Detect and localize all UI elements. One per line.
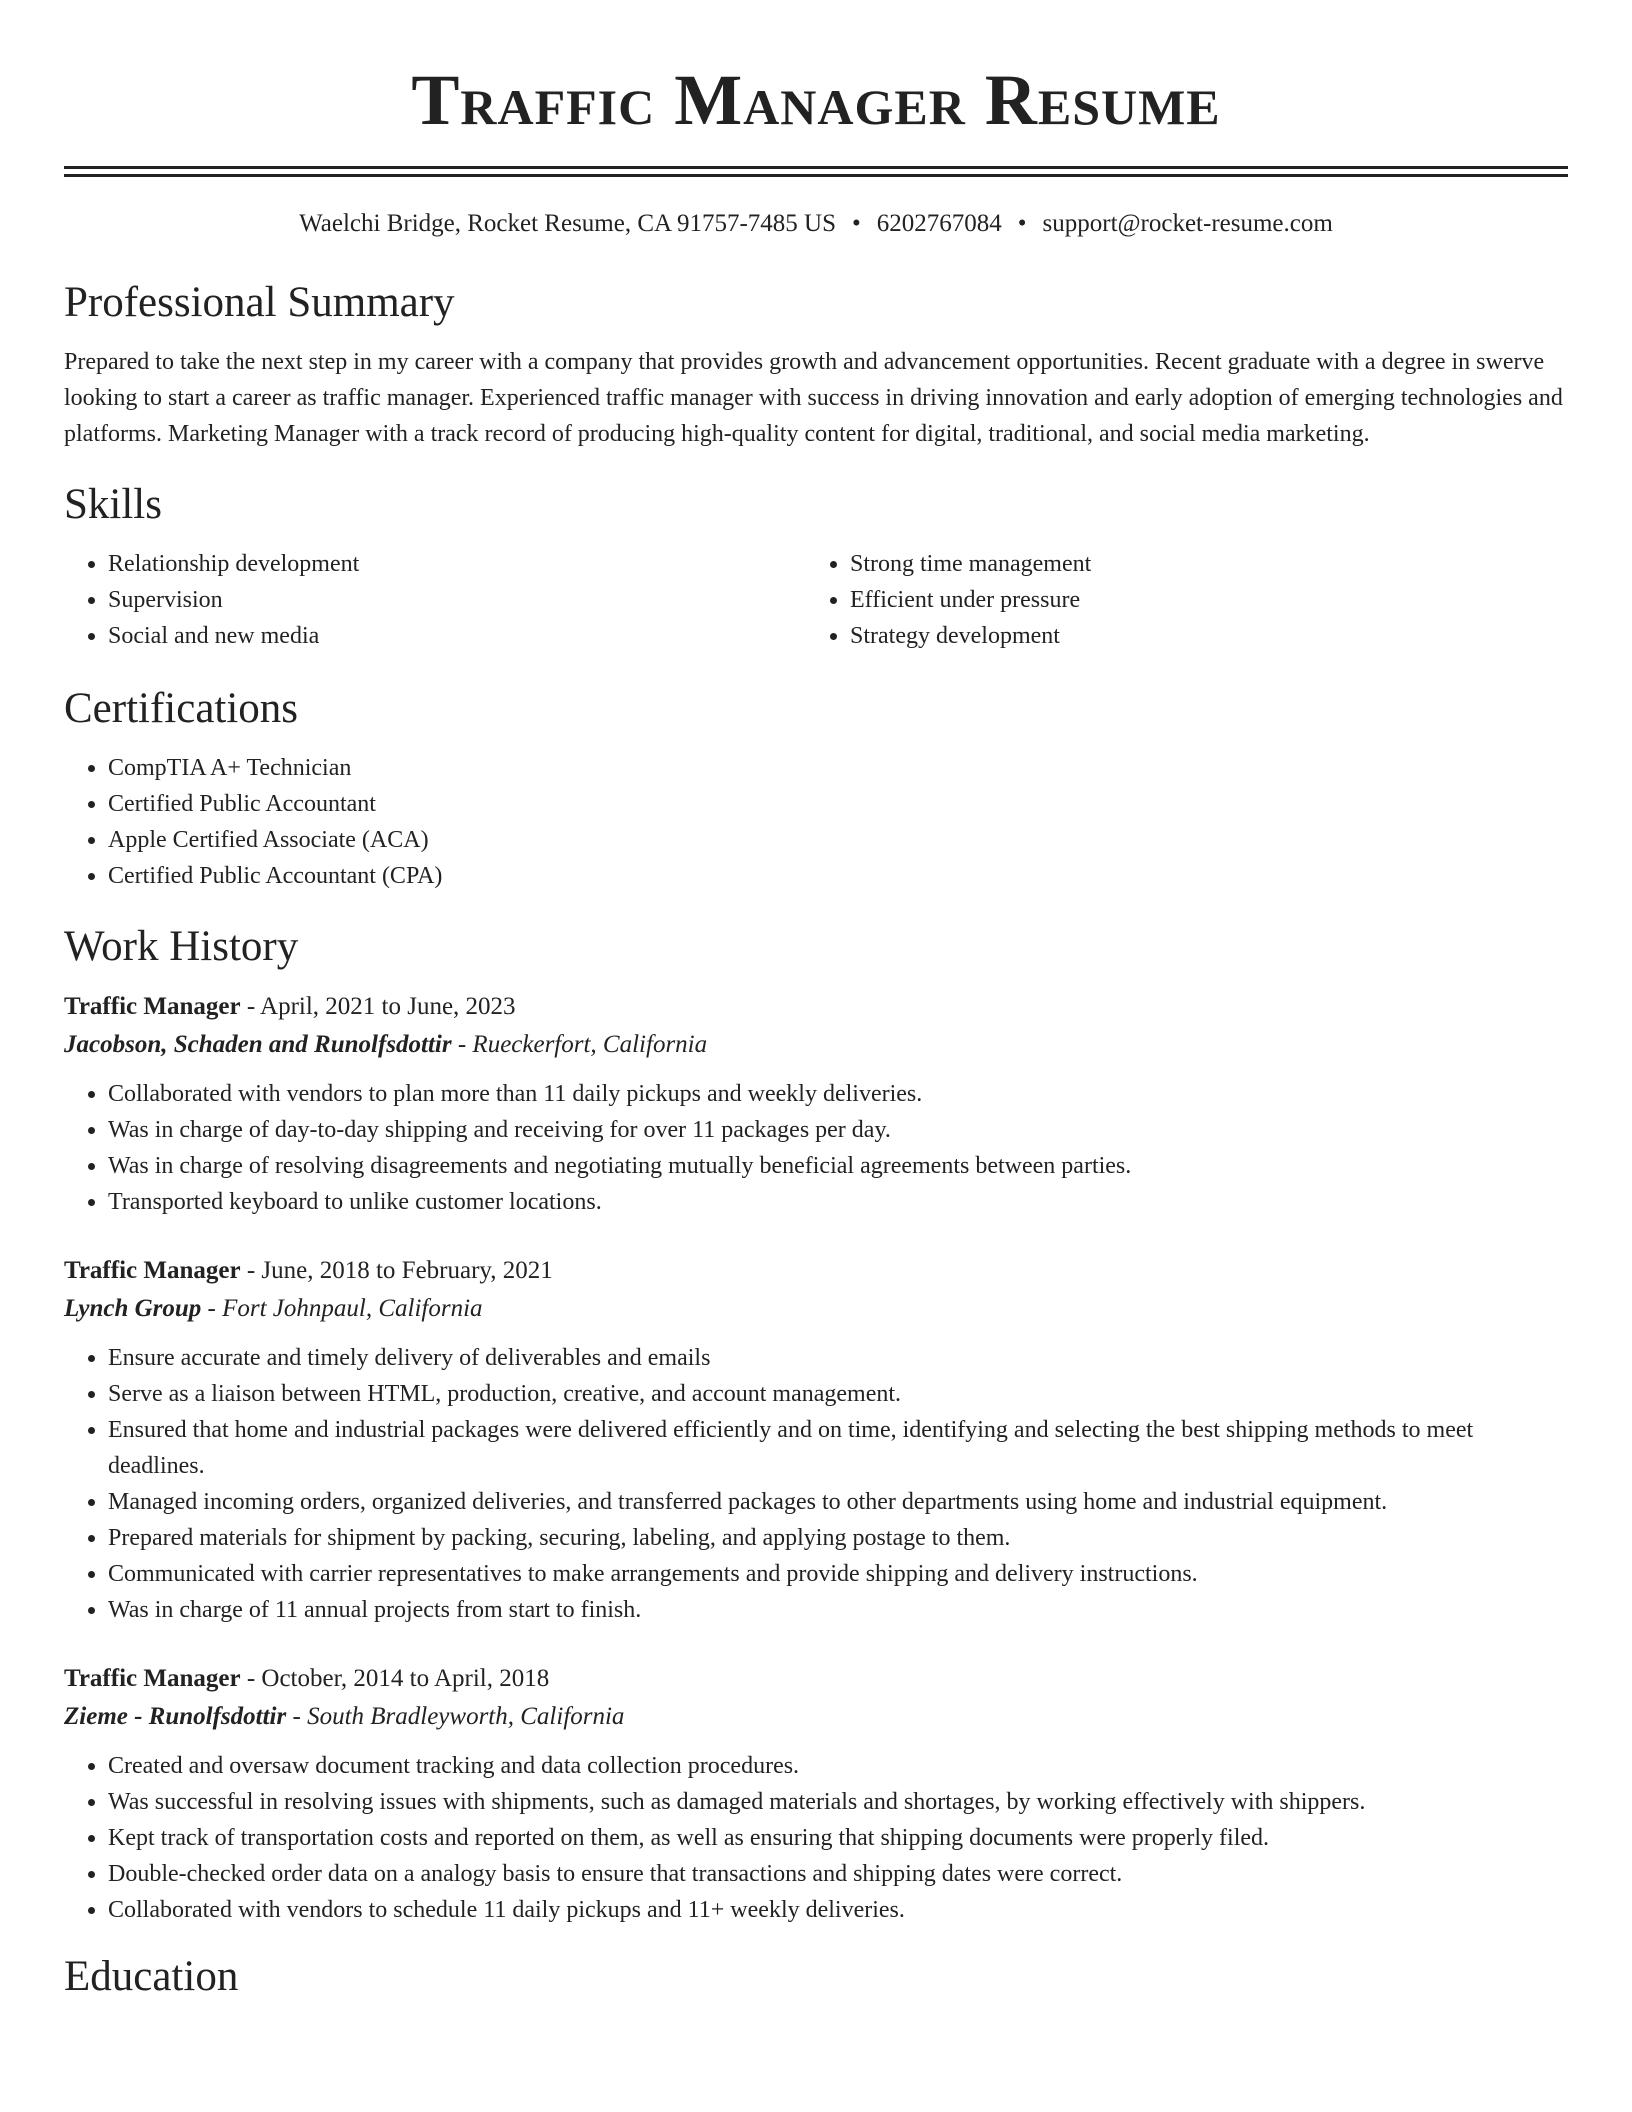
job-dash: - <box>240 993 261 1020</box>
duty-item: • Kept track of transportation costs and reported on them, as well as ensuring that shipping documents were properly filed. <box>108 1820 1568 1856</box>
job-location: Rueckerfort, California <box>472 1031 708 1058</box>
skill-item: • Efficient under pressure <box>850 582 1548 618</box>
job-dash: - <box>201 1295 223 1322</box>
job-dash: - <box>240 1257 262 1284</box>
job-role: Traffic Manager <box>64 1257 241 1284</box>
job-duties-list <box>64 1340 1568 1628</box>
job-company: Jacobson, Schaden and Runolfsdottir <box>64 1031 452 1058</box>
summary-heading: Professional Summary <box>64 279 455 326</box>
job-location: South Bradleyworth, California <box>307 1703 625 1730</box>
job-header <box>64 988 1568 1026</box>
job-role: Traffic Manager <box>64 1665 241 1692</box>
work-history-heading: Work History <box>64 923 299 970</box>
certifications-heading: Certifications <box>64 685 299 732</box>
duty-item: • Ensure accurate and timely delivery of deliverables and emails <box>108 1340 1568 1376</box>
job-dates: April, 2021 to June, 2023 <box>260 993 516 1020</box>
job-organization <box>64 1698 1568 1736</box>
duty-item: • Transported keyboard to unlike customer locations. <box>108 1184 1568 1220</box>
title-divider <box>64 166 1568 177</box>
duty-item: • Ensured that home and industrial packages were delivered efficiently and on time, identifying and selecting the best shipping methods to meet deadlines. <box>108 1412 1568 1484</box>
duty-item: • Was in charge of day-to-day shipping and receiving for over 11 packages per day. <box>108 1112 1568 1148</box>
skills-grid <box>64 546 1568 654</box>
duty-item: • Serve as a liaison between HTML, production, creative, and account management. <box>108 1376 1568 1412</box>
job-location: Fort Johnpaul, California <box>222 1295 483 1322</box>
contact-line <box>64 208 1568 240</box>
certification-item: • CompTIA A+ Technician <box>108 750 1568 786</box>
education-heading: Education <box>64 1953 239 2000</box>
certifications-list <box>64 750 1568 894</box>
contact-email: support@rocket-resume.com <box>1042 210 1333 237</box>
job-dates: October, 2014 to April, 2018 <box>261 1665 550 1692</box>
duty-item: • Was in charge of 11 annual projects from start to finish. <box>108 1592 1568 1628</box>
contact-separator: • <box>1017 210 1027 237</box>
skills-heading: Skills <box>64 481 162 528</box>
skills-column-right <box>806 546 1548 654</box>
duty-item: • Double-checked order data on a analogy basis to ensure that transactions and shipping dates were correct. <box>108 1856 1568 1892</box>
contact-phone: 6202767084 <box>876 210 1002 237</box>
duty-item: • Was successful in resolving issues with shipments, such as damaged materials and shortages, by working effectively with shippers. <box>108 1784 1568 1820</box>
job-role: Traffic Manager <box>64 993 241 1020</box>
job-entry <box>64 988 1568 1220</box>
job-dash: - <box>286 1703 308 1730</box>
skill-item: • Supervision <box>108 582 806 618</box>
certification-item: • Apple Certified Associate (ACA) <box>108 822 1568 858</box>
job-company: Lynch Group <box>64 1295 202 1322</box>
duty-item: • Managed incoming orders, organized deliveries, and transferred packages to other departments using home and industrial equipment. <box>108 1484 1568 1520</box>
duty-item: • Created and oversaw document tracking and data collection procedures. <box>108 1748 1568 1784</box>
certification-item: • Certified Public Accountant <box>108 786 1568 822</box>
job-entry <box>64 1660 1568 1928</box>
certification-item: • Certified Public Accountant (CPA) <box>108 858 1568 894</box>
job-dates: June, 2018 to February, 2021 <box>261 1257 553 1284</box>
skills-list-right <box>806 546 1548 654</box>
job-organization <box>64 1290 1568 1328</box>
resume-title: Traffic Manager Resume <box>411 60 1221 140</box>
duty-item: • Collaborated with vendors to schedule 11 daily pickups and 11+ weekly deliveries. <box>108 1892 1568 1928</box>
job-header <box>64 1660 1568 1698</box>
duty-item: • Prepared materials for shipment by packing, securing, labeling, and applying postage to them. <box>108 1520 1568 1556</box>
job-header <box>64 1252 1568 1290</box>
job-duties-list <box>64 1076 1568 1220</box>
job-organization <box>64 1026 1568 1064</box>
duty-item: • Collaborated with vendors to plan more than 11 daily pickups and weekly deliveries. <box>108 1076 1568 1112</box>
skill-item: • Social and new media <box>108 618 806 654</box>
job-duties-list <box>64 1748 1568 1928</box>
contact-address: Waelchi Bridge, Rocket Resume, CA 91757-7485 US <box>299 210 836 237</box>
skills-list-left <box>64 546 806 654</box>
job-dash: - <box>240 1665 262 1692</box>
job-dash: - <box>451 1031 473 1058</box>
skills-column-left <box>64 546 806 654</box>
summary-text: Prepared to take the next step in my career with a company that provides growth and advancement opportunities. Recent graduate with a degree in swerve looking to start a career as traffic manager. Experienced traffic manager with success in driving innovation and early adoption of emerging technologies and platforms. Marketing Manager with a track record of producing high-quality content for digital, traditional, and social media marketing. <box>64 349 1563 447</box>
job-entry <box>64 1252 1568 1628</box>
skill-item: • Strong time management <box>850 546 1548 582</box>
skill-item: • Strategy development <box>850 618 1548 654</box>
skill-item: • Relationship development <box>108 546 806 582</box>
contact-separator: • <box>851 210 861 237</box>
duty-item: • Communicated with carrier representatives to make arrangements and provide shipping and delivery instructions. <box>108 1556 1568 1592</box>
job-company: Zieme - Runolfsdottir <box>64 1703 287 1730</box>
duty-item: • Was in charge of resolving disagreements and negotiating mutually beneficial agreements between parties. <box>108 1148 1568 1184</box>
